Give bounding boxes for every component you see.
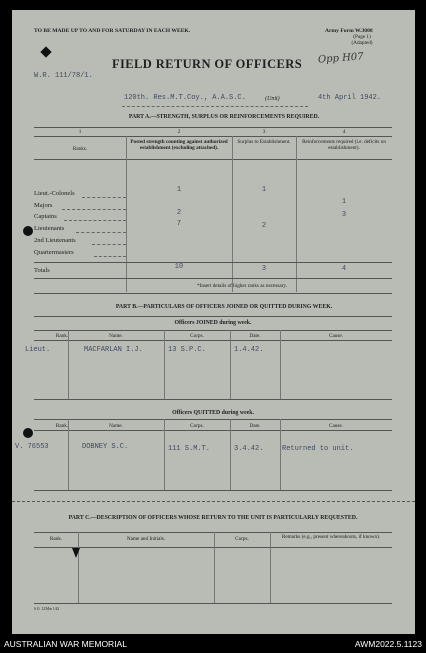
part-a-footnote: *Insert details of higher ranks as necessary. — [197, 283, 287, 289]
binder-tab — [40, 46, 51, 57]
totals-label: Totals — [34, 267, 50, 274]
rank-label: Majors — [34, 202, 53, 209]
return-date: 4th April 1942. — [318, 94, 382, 102]
col-cause: Cause. — [329, 423, 343, 429]
joined-corps: 13 S.P.C. — [168, 346, 206, 354]
total-reinforcements: 4 — [341, 265, 347, 273]
col-name: Name. — [109, 333, 123, 339]
col-cause: Cause. — [329, 333, 343, 339]
rank-label: Quartermasters — [34, 249, 74, 256]
punch-hole — [23, 226, 33, 236]
total-surplus: 3 — [261, 265, 267, 273]
form-id: Army Form W.3008 — [325, 28, 373, 34]
col-name-initials: Name and Initials. — [126, 536, 166, 542]
quitted-corps: 111 S.M.T. — [168, 445, 211, 453]
surplus-value: 2 — [261, 222, 267, 230]
handwritten-ref: Opp H07 — [317, 51, 364, 66]
col-header-reinforcements: Reinforcements required (i.e. deficits on establishment). — [302, 139, 386, 151]
quitted-date: 3.4.42. — [234, 445, 264, 453]
col-corps: Corps. — [190, 333, 204, 339]
footer-institution: AUSTRALIAN WAR MEMORIAL — [4, 639, 127, 649]
part-b-heading: PART B.—PARTICULARS OF OFFICERS JOINED OR QUITTED DURING WEEK. — [115, 304, 333, 310]
posted-value: 2 — [176, 209, 182, 217]
form-title: FIELD RETURN OF OFFICERS — [112, 57, 303, 71]
col-rank: Rank. — [49, 536, 63, 542]
archive-footer — [0, 637, 426, 653]
unit-name: 120th. Res.M.T.Coy., A.A.S.C. — [124, 94, 246, 102]
quitted-rank: V. 76553 — [15, 443, 49, 451]
col-corps: Corps. — [190, 423, 204, 429]
col-rank: Rank. — [55, 333, 69, 339]
punch-hole — [23, 428, 33, 438]
col-rank: Rank. — [55, 423, 69, 429]
total-posted: 10 — [174, 263, 184, 271]
col-date: Date. — [249, 423, 261, 429]
joined-rank: Lieut. — [25, 346, 51, 354]
col-number-4: 4 — [342, 129, 346, 135]
joined-date: 1.4.42. — [234, 346, 264, 354]
rank-label: Lieut.-Colonels — [34, 190, 75, 197]
reinforcement-value: 3 — [341, 211, 347, 219]
rank-label: 2nd Lieutenants — [34, 237, 76, 244]
reinforcement-value: 1 — [341, 198, 347, 206]
form-adapted: (Adapted) — [351, 40, 373, 46]
part-a-heading: PART A.—STRENGTH, SURPLUS OR REINFORCEMENTS REQUIRED. — [128, 114, 320, 120]
posted-value: 1 — [176, 186, 182, 194]
col-header-posted: Posted strength counting against authorized establishment (excluding attached). — [130, 139, 228, 151]
surplus-value: 1 — [261, 186, 267, 194]
col-number-3: 3 — [262, 129, 266, 135]
quitted-cause: Returned to unit. — [282, 445, 354, 453]
col-header-ranks: Ranks. — [72, 146, 88, 152]
col-number-1: 1 — [78, 129, 82, 135]
col-header-surplus: Surplus to Establishment. — [237, 139, 291, 145]
col-number-2: 2 — [177, 129, 181, 135]
rank-label: Captains — [34, 213, 57, 220]
printer-note: S.O. 12/Mar 1/42 — [34, 607, 60, 611]
col-name: Name. — [109, 423, 123, 429]
reference-number: W.R. 111/78/1. — [34, 72, 93, 80]
col-remarks: Remarks (e.g., present whereabouts, if known). — [281, 534, 381, 540]
quitted-heading: Officers QUITTED during week. — [172, 410, 254, 416]
form-sheet — [12, 10, 415, 634]
posted-value: 7 — [176, 220, 182, 228]
part-c-heading: PART C.—DESCRIPTION OF OFFICERS WHOSE RETURN TO THE UNIT IS PARTICULARLY REQUESTED. — [68, 515, 358, 521]
rank-label: Lieutenants — [34, 225, 65, 232]
col-date: Date. — [249, 333, 261, 339]
quitted-name: DOBNEY S.C. — [82, 443, 129, 451]
form-page: (Page 1) — [353, 34, 371, 40]
instruction-text: TO BE MADE UP TO AND FOR SATURDAY IN EACH WEEK. — [34, 28, 191, 34]
joined-heading: Officers JOINED during week. — [174, 320, 252, 326]
joined-name: MACFARLAN I.J. — [84, 346, 143, 354]
binder-tab — [72, 548, 80, 558]
unit-label: (Unit) — [265, 96, 280, 102]
col-corps: Corps. — [235, 536, 249, 542]
footer-accession: AWM2022.5.1123 — [354, 639, 422, 649]
